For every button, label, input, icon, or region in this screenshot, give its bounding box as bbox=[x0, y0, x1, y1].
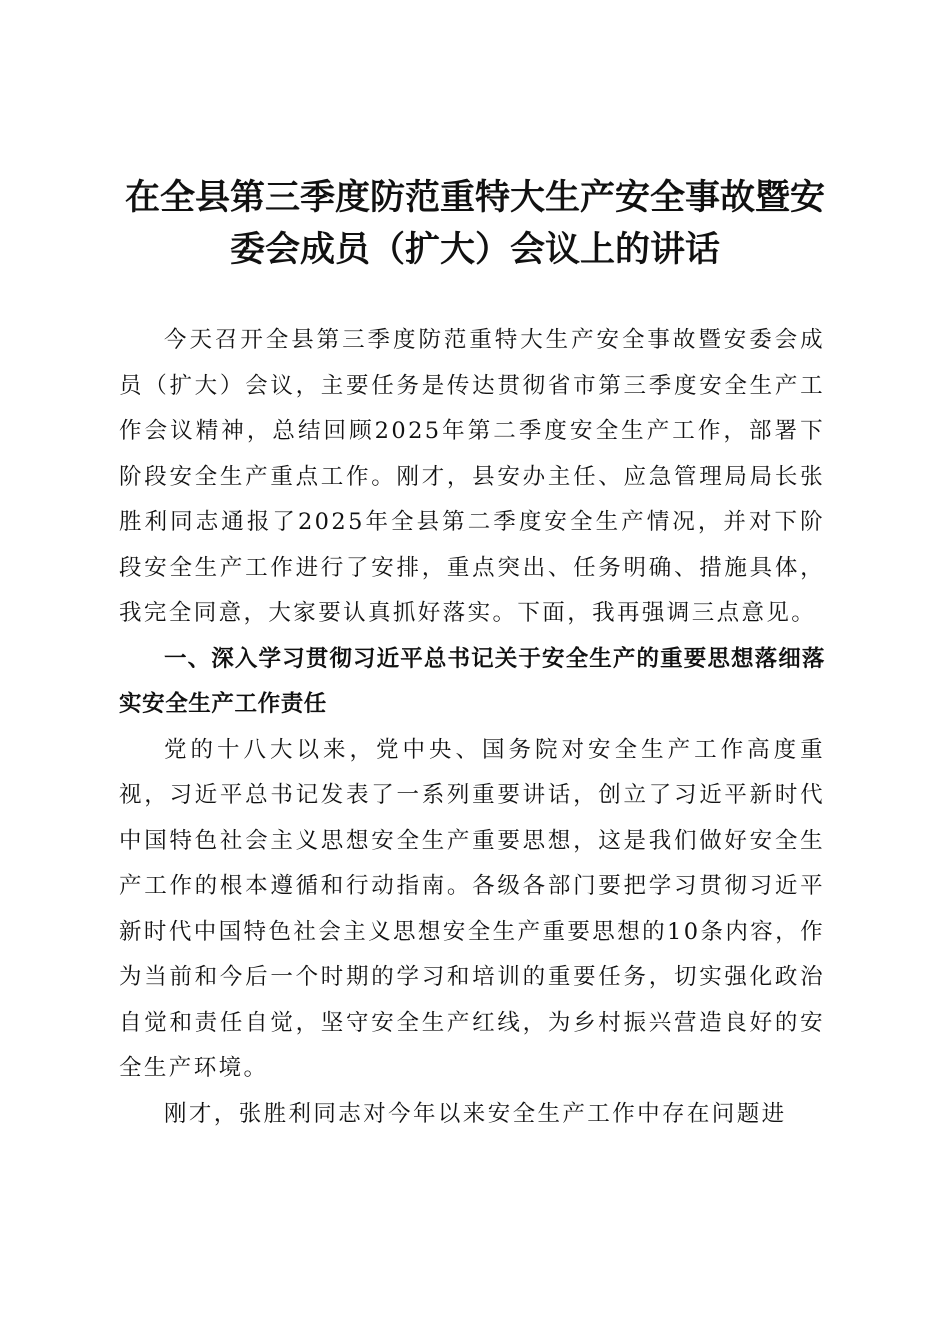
document-body bbox=[119, 318, 825, 1137]
paragraph-continued: 刚才，张胜利同志对今年以来安全生产工作中存在问题进 bbox=[164, 1100, 787, 1127]
title-line-2: 委会成员（扩大）会议上的讲话 bbox=[229, 229, 720, 270]
paragraph-intro: 今天召开全县第三季度防范重特大生产安全事故暨安委会成员（扩大）会议，主要任务是传达贯彻省市第三季度安全生产工作会议精神，总结回顾2025年第二季度安全生产工作，部署下阶段安全生产重点工作。刚才，县安办主任、应急管理局局长张胜利同志通报了2025年全县第二季度安全生产情况，并对下阶段安全生产工作进行了安排，重点突出、任务明确、措施具体，我完全同意，大家要认真抓好落实。下面，我再强调三点意见。 bbox=[119, 327, 825, 626]
document-title bbox=[110, 172, 840, 276]
title-line-1: 在全县第三季度防范重特大生产安全事故暨安 bbox=[124, 177, 825, 218]
section-heading-1: 一、深入学习贯彻习近平总书记关于安全生产的重要思想落细落实安全生产工作责任 bbox=[119, 645, 825, 717]
paragraph-section-1: 党的十八大以来，党中央、国务院对安全生产工作高度重视，习近平总书记发表了一系列重要讲话，创立了习近平新时代中国特色社会主义思想安全生产重要思想，这是我们做好安全生产工作的根本遵循和行动指南。各级各部门要把学习贯彻习近平新时代中国特色社会主义思想安全生产重要思想的10条内容，作为当前和今后一个时期的学习和培训的重要任务，切实强化政治自觉和责任自觉，坚守安全生产红线，为乡村振兴营造良好的安全生产环境。 bbox=[119, 736, 825, 1081]
